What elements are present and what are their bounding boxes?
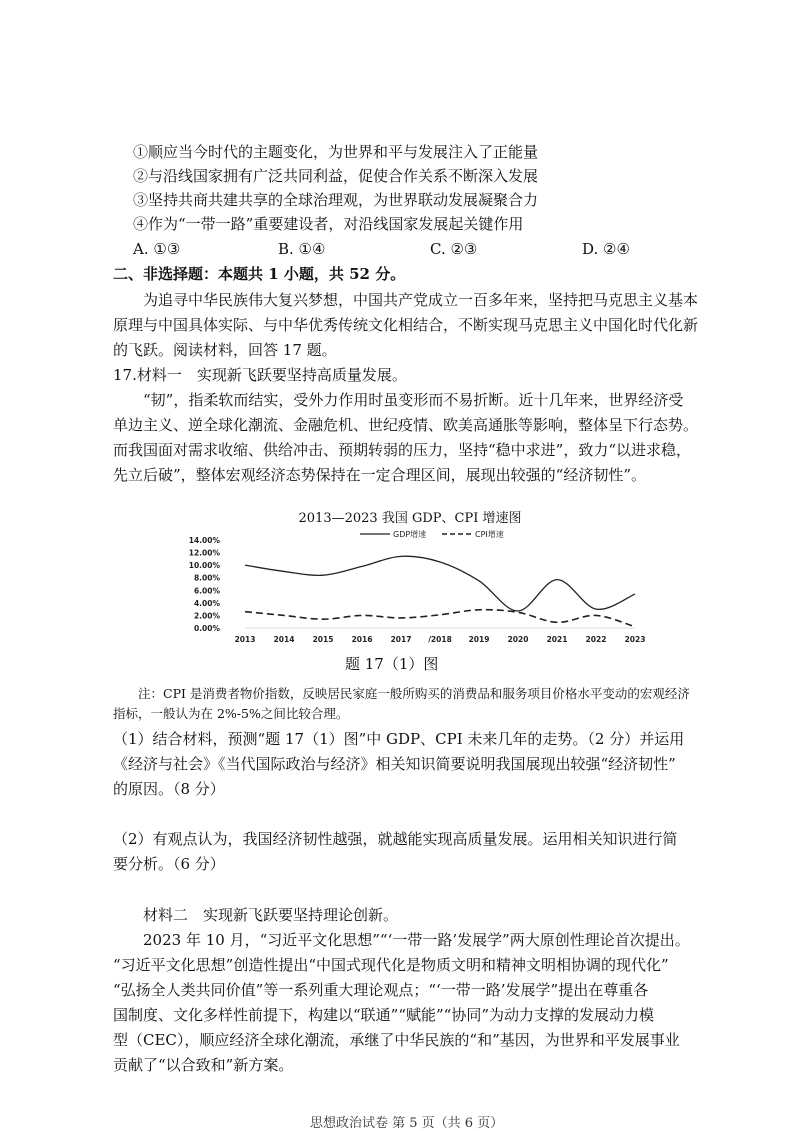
page-footer: 思想政治试卷 第 5 页（共 6 页）: [310, 1116, 504, 1131]
material2-line-2: “习近平文化思想”创造性提出“中国式现代化是物质文明和精神文明相协调的现代化”: [113, 956, 669, 974]
material1-line-4: 先立后破”，整体宏观经济态势保持在一定合理区间，展现出较强的“经济韧性”。: [113, 466, 647, 484]
gdp-series-line: [245, 556, 635, 611]
note-line-1: 注：CPI 是消费者物价指数，反映居民家庭一般所购买的消费品和服务项目价格水平变动的宏观经济: [138, 686, 690, 701]
material1-line-3: 而我国面对需求收缩、供给冲击、预期转弱的压力，坚持“稳中求进”，致力“以进求稳，: [113, 441, 692, 459]
x-tick-label: 2017: [390, 635, 412, 644]
material2-line-3: “弘扬全人类共同价值”等一系列重大理论观点；“‘一带一路’发展学”提出在尊重各: [113, 981, 649, 999]
y-tick-label: 6.00%: [193, 586, 220, 596]
material2-line-6: 贡献了“以合致和”新方案。: [113, 1056, 294, 1074]
y-tick-label: 14.00%: [188, 536, 220, 545]
x-tick-label: /2018: [428, 635, 452, 644]
option-4: ④作为“一带一路”重要建设者，对沿线国家发展起关键作用: [133, 215, 524, 233]
material2-title: 材料二 实现新飞跃要坚持理论创新。: [143, 906, 399, 924]
intro-line-1: 为追寻中华民族伟大复兴梦想，中国共产党成立一百多年来，坚持把马克思主义基本: [143, 291, 699, 309]
y-tick-label: 4.00%: [193, 598, 220, 608]
x-tick-label: 2020: [507, 635, 529, 644]
section2-heading: 二、非选择题：本题共 1 小题，共 52 分。: [113, 265, 406, 283]
y-tick-label: 0.00%: [193, 624, 220, 633]
x-tick-label: 2022: [585, 635, 607, 644]
x-tick-label: 2013: [234, 635, 256, 644]
x-tick-label: 2023: [624, 635, 646, 644]
choice-c: C. ②③: [430, 240, 478, 258]
choice-a: A. ①③: [133, 240, 181, 258]
y-tick-label: 2.00%: [193, 611, 220, 621]
y-tick-label: 10.00%: [188, 561, 220, 571]
option-1: ①顺应当今时代的主题变化，为世界和平与发展注入了正能量: [133, 143, 539, 161]
x-tick-label: 2015: [312, 635, 334, 644]
intro-line-3: 的飞跃。阅读材料，回答 17 题。: [113, 341, 337, 359]
chart-title: 2013—2023 我国 GDP、CPI 增速图: [298, 511, 522, 526]
material2-line-4: 国制度、文化多样性前提下，构建以“联通”“赋能”“协同”为动力支撑的发展动力模: [113, 1006, 655, 1024]
x-tick-label: 2021: [546, 635, 568, 644]
legend-gdp-label: GDP增速: [393, 530, 427, 539]
choice-d: D. ②④: [582, 240, 630, 258]
sub2-line-2: 要分析。（6 分）: [113, 855, 225, 873]
x-tick-label: 2019: [468, 635, 490, 644]
sub2-line-1: （2）有观点认为，我国经济韧性越强，就越能实现高质量发展。运用相关知识进行简: [113, 830, 678, 848]
material2-line-1: 2023 年 10 月，“习近平文化思想”“‘一带一路’发展学”两大原创性理论首次提出。: [143, 931, 690, 949]
x-tick-label: 2016: [351, 635, 373, 644]
material1-title: 17.材料一 实现新飞跃要坚持高质量发展。: [113, 366, 407, 384]
figure-caption: 题 17（1）图: [345, 655, 439, 673]
cpi-series-line: [245, 610, 635, 627]
gdp-cpi-chart: [170, 510, 650, 660]
material2-line-5: 型（CEC），顺应经济全球化潮流，承继了中华民族的“和”基因，为世界和平发展事业: [113, 1031, 680, 1049]
sub1-line-3: 的原因。（8 分）: [113, 780, 225, 798]
option-2: ②与沿线国家拥有广泛共同利益，促使合作关系不断深入发展: [133, 167, 539, 185]
y-tick-label: 8.00%: [193, 573, 220, 583]
option-3: ③坚持共商共建共享的全球治理观，为世界联动发展凝聚合力: [133, 191, 539, 209]
x-tick-label: 2014: [273, 635, 295, 644]
note-line-2: 指标，一般认为在 2%-5%之间比较合理。: [113, 706, 349, 721]
sub1-line-2: 《经济与社会》《当代国际政治与经济》相关知识简要说明我国展现出较强“经济韧性”: [113, 755, 676, 773]
sub1-line-1: （1）结合材料，预测“题 17（1）图”中 GDP、CPI 未来几年的走势。（2 分）并运用: [113, 730, 685, 748]
choice-b: B. ①④: [278, 240, 326, 258]
y-tick-label: 12.00%: [188, 548, 220, 558]
legend-cpi-label: CPI增速: [475, 530, 504, 539]
material1-line-1: “韧”，指柔软而结实，受外力作用时虽变形而不易折断。近十几年来，世界经济受: [143, 391, 684, 409]
material1-line-2: 单边主义、逆全球化潮流、金融危机、世纪疫情、欧美高通胀等影响，整体呈下行态势。: [113, 416, 699, 434]
intro-line-2: 原理与中国具体实际、与中华优秀传统文化相结合，不断实现马克思主义中国化时代化新: [113, 316, 699, 334]
